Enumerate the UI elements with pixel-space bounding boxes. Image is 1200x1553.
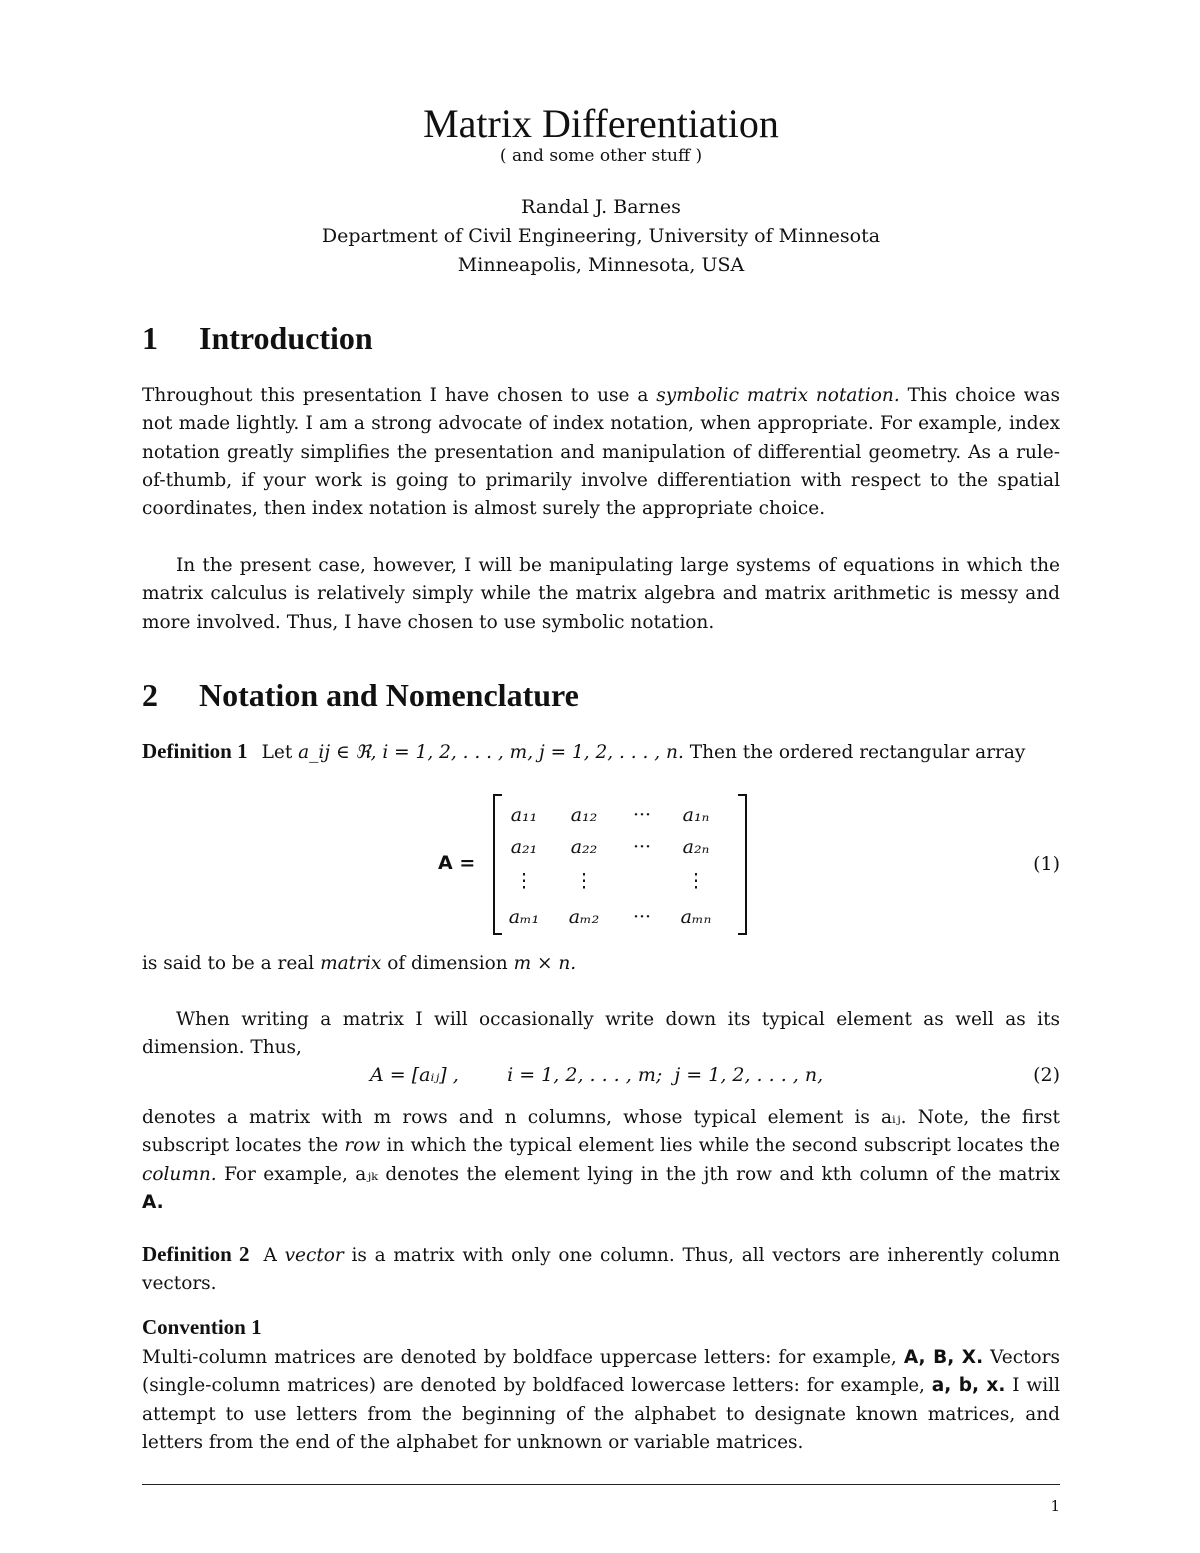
notation-paragraph-1: When writing a matrix I will occasionally write down its typical element as well as its dimension. Thus, [142,1009,1060,1059]
matrix-row [494,870,754,900]
matrix-cell: a₂₁ [510,836,538,858]
matrix-lhs: A = [438,852,476,874]
notation-paragraph-2 [142,1104,1060,1217]
matrix-row [494,906,754,936]
matrix-cell: ⋮ [514,870,534,892]
section-number: 1 [142,320,158,356]
convention-label: Convention 1 [142,1315,262,1339]
bold-symbol: A, B, X. [903,1347,984,1368]
text-run: A [263,1245,285,1266]
emphasis-text: column. [142,1163,217,1185]
definition-label: Definition 2 [142,1242,250,1266]
text-run: Throughout this presentation I have chosen to use a [142,385,657,406]
text-run: is said to be a real [142,953,321,974]
author-name: Randal J. Barnes [521,196,681,218]
section-title: Notation and Nomenclature [199,677,579,713]
section-number: 2 [142,677,158,713]
matrix-dimension-sentence [142,950,1060,978]
section-2-heading [142,677,579,714]
emphasis-text: symbolic matrix notation. [656,385,900,406]
text-run: This choice was not made lightly. I am a strong advocate of index notation, when appropriate. For example, index notation greatly simplifies the presentation and manipulation of differential geometry. As a rule-of-thumb, if your work is going to primarily involve differentiation with respect to the spatial coordinates, then index notation is almost surely the appropriate choice. [142,385,1060,520]
matrix-cell: ··· [632,906,652,928]
text-run: Then the ordered rectangular array [683,742,1026,763]
matrix-cell: aₘₙ [680,906,712,928]
text-run: For example, aⱼₖ denotes the element lying in the jth row and kth column of the matrix [216,1163,1060,1185]
equation-2: A = [aᵢⱼ] , i = 1, 2, . . . , m; j = 1, 2, . . . , n, [370,1064,824,1086]
text-run: I will attempt to use letters from the beginning of the alphabet to designate known matrices, and letters from the end of the alphabet for unknown or variable matrices. [142,1375,1061,1453]
text-run: Vectors (single-column matrices) are denoted by boldfaced lowercase letters: for example, [142,1347,1061,1397]
matrix-equation [438,792,768,937]
matrix-cell: aₘ₁ [508,906,540,928]
emphasis-text: row [344,1135,381,1157]
matrix-cell: ··· [632,804,652,826]
matrix-cell: a₂₂ [570,836,598,858]
author-affiliation: Department of Civil Engineering, University of Minnesota [321,225,881,247]
emphasis-text: vector [284,1245,344,1266]
matrix-row [494,804,754,834]
matrix-cell: ··· [632,836,652,858]
emphasis-text: matrix [320,953,382,974]
math-dimension: m × n. [513,953,577,974]
equation-number: (2) [1033,1064,1060,1086]
author-location: Minneapolis, Minnesota, USA [457,254,745,276]
text-run: Multi-column matrices are denoted by boldface uppercase letters: for example, [142,1347,904,1368]
matrix-cell: aₘ₂ [568,906,600,928]
text-run: in which the typical element lies while the second subscript locates the [380,1135,1061,1157]
intro-paragraph-1 [142,382,1060,523]
paper-page [142,0,1060,1553]
matrix-cell: a₁₂ [570,804,598,826]
matrix-cell: a₁ₙ [682,804,710,826]
text-run: of dimension [381,953,514,974]
intro-paragraph-2: In the present case, however, I will be manipulating large systems of equations in which the matrix calculus is relatively simply while the matrix algebra and matrix arithmetic is messy and more involved. Thus, I have chosen to use symbolic notation. [142,555,1060,633]
text-run: is a matrix with only one column. Thus, all vectors are inherently column vectors. [142,1245,1061,1295]
bold-symbol: a, b, x. [931,1375,1006,1397]
definition-1 [142,737,1060,767]
matrix-cell: ⋮ [686,870,706,892]
section-title: Introduction [199,320,373,356]
matrix-cell: ⋮ [574,870,594,892]
text-run: Let [261,742,299,763]
matrix-cell: a₁₁ [510,804,538,826]
equation-number: (1) [1033,853,1060,875]
convention-1-text [142,1344,1060,1457]
text-run: denotes a matrix with m rows and n columns, whose typical element is aᵢⱼ. Note, the first subscript locates the [142,1107,1060,1157]
page-number: 1 [1050,1497,1060,1515]
footer-rule [142,1484,1060,1485]
definition-2 [142,1240,1060,1299]
bold-symbol: A. [142,1191,164,1213]
matrix-cell: a₂ₙ [682,836,710,858]
math-condition: a_ij ∈ ℜ, i = 1, 2, . . . , m, j = 1, 2, . . . , n. [298,742,684,763]
paper-title: Matrix Differentiation [423,101,779,146]
matrix-row [494,836,754,866]
definition-label: Definition 1 [142,739,248,763]
section-1-heading [142,320,373,357]
paper-subtitle: ( and some other stuff ) [499,146,703,166]
